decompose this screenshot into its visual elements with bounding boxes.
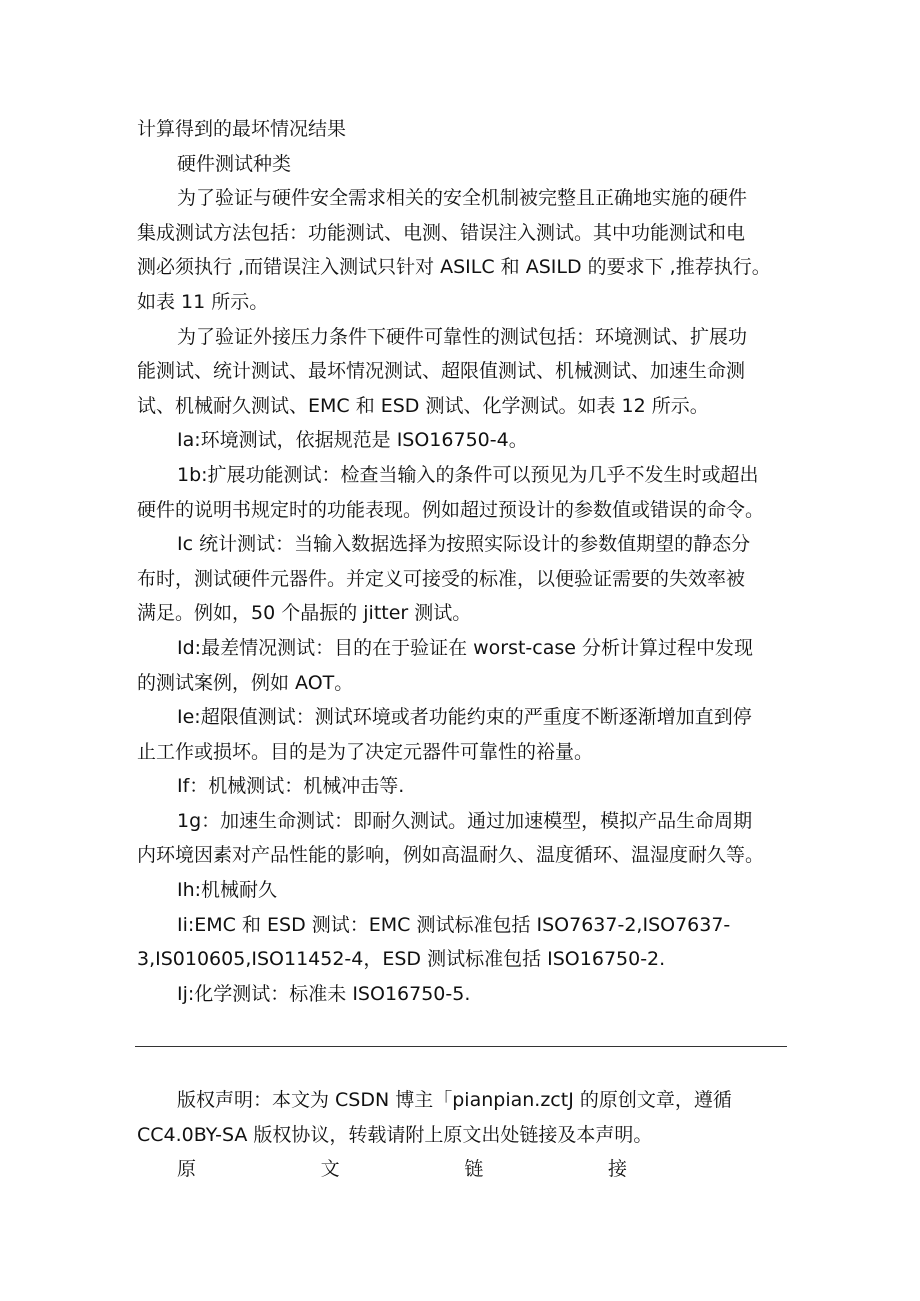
copyright-line: CC4.0BY-SA 版权协议，转载请附上原文出处链接及本声明。	[137, 1123, 653, 1146]
text-line: 的测试案例，例如 AOT。	[137, 671, 354, 694]
text-line: 布时，测试硬件元器件。并定义可接受的标准，以便验证需要的失效率被	[137, 567, 746, 590]
text-line: 能测试、统计测试、最坏情况测试、超限值测试、机械测试、加速生命测	[137, 360, 746, 383]
text-line: 内环境因素对产品性能的影响，例如高温耐久、温度循环、温湿度耐久等。	[137, 844, 765, 867]
divider-line	[135, 1046, 787, 1047]
text-line: 3,IS010605,ISO11452-4，ESD 测试标准包括 ISO16750-2.	[137, 948, 666, 971]
text-line: 为了验证外接压力条件下硬件可靠性的测试包括：环境测试、扩展功	[177, 325, 748, 348]
original-link[interactable]	[137, 1152, 787, 1187]
text-line: Ii:EMC 和 ESD 测试：EMC 测试标准包括 ISO7637-2,ISO7637-	[177, 913, 731, 936]
text-line: 如表 11 所示。	[137, 290, 269, 313]
text-line: 计算得到的最坏情况结果	[137, 118, 347, 140]
link-char: 文	[320, 1158, 340, 1181]
text-line: 止工作或损坏。目的是为了决定元器件可靠性的裕量。	[137, 740, 594, 763]
text-line: 试、机械耐久测试、EMC 和 ESD 测试、化学测试。如表 12 所示。	[137, 394, 709, 417]
link-char: 接	[607, 1158, 627, 1181]
text-line: 1b:扩展功能测试：检查当输入的条件可以预见为几乎不发生时或超出	[177, 463, 759, 486]
text-line: 1g：加速生命测试：即耐久测试。通过加速模型，模拟产品生命周期	[177, 809, 753, 832]
link-char: 原	[177, 1158, 197, 1181]
text-line: 为了验证与硬件安全需求相关的安全机制被完整且正确地实施的硬件	[177, 187, 748, 210]
document-body	[137, 112, 787, 1011]
copyright-notice	[137, 1083, 787, 1187]
text-line: Ij:化学测试：标准未 ISO16750-5.	[177, 982, 471, 1005]
text-line: Ih:机械耐久	[177, 879, 278, 902]
text-line: Ic 统计测试：当输入数据选择为按照实际设计的参数值期望的静态分	[177, 533, 751, 556]
link-char: 链	[464, 1158, 484, 1181]
text-line: Ie:超限值测试：测试环境或者功能约束的严重度不断逐渐增加直到停	[177, 706, 752, 729]
text-line: 硬件的说明书规定时的功能表现。例如超过预设计的参数值或错误的命令。	[137, 498, 765, 521]
text-line: Ia:环境测试，依据规范是 ISO16750-4。	[177, 429, 528, 452]
copyright-line: 版权声明：本文为 CSDN 博主「pianpian.zctJ 的原创文章，遵循	[177, 1089, 732, 1111]
section-heading: 硬件测试种类	[177, 152, 292, 175]
text-line: Id:最差情况测试：目的在于验证在 worst-case 分析计算过程中发现	[177, 636, 754, 659]
text-line: 测必须执行 ,而错误注入测试只针对 ASILC 和 ASILD 的要求下 ,推荐执行。	[137, 256, 771, 279]
text-line: If：机械测试：机械冲击等.	[177, 775, 405, 798]
text-line: 满足。例如，50 个晶振的 jitter 测试。	[137, 602, 472, 625]
text-line: 集成测试方法包括：功能测试、电测、错误注入测试。其中功能测试和电	[137, 221, 746, 244]
